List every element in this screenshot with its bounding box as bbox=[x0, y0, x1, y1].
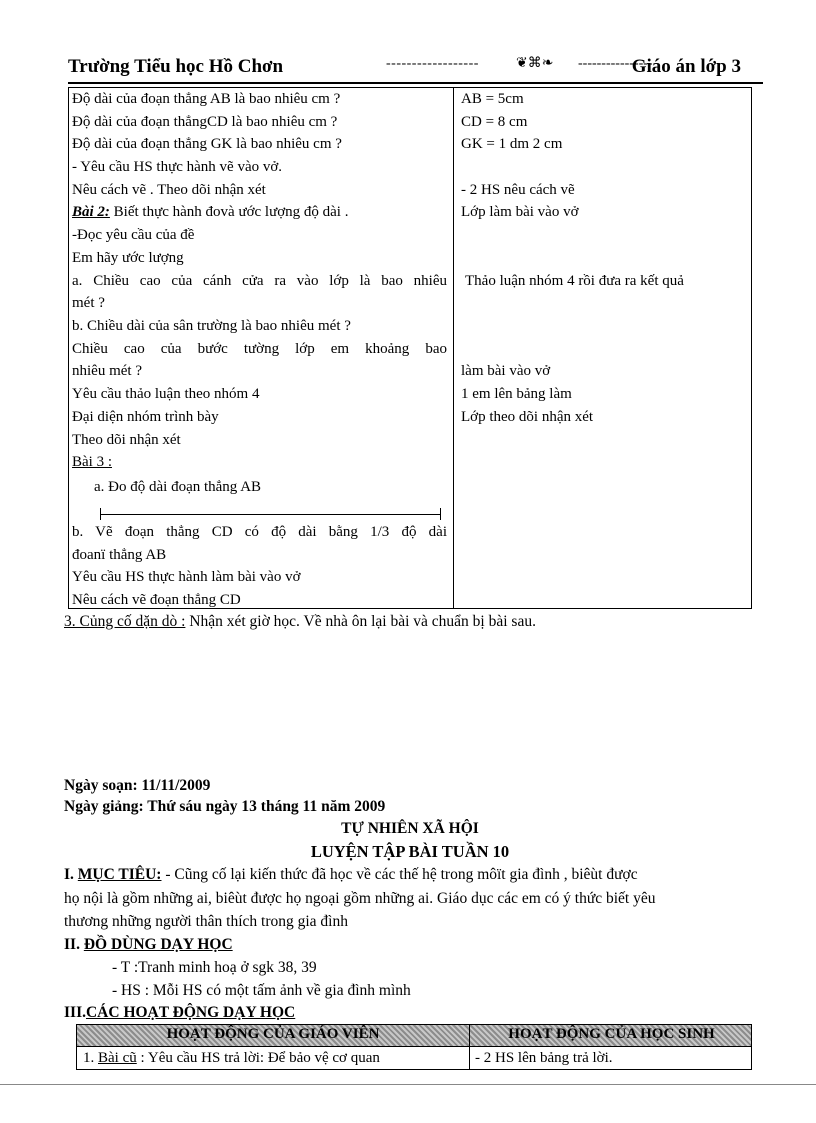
segment-ab-line bbox=[100, 514, 440, 515]
student-line: CD = 8 cm bbox=[461, 114, 528, 130]
teacher-line: mét ? bbox=[72, 295, 105, 311]
do-dung-heading bbox=[64, 935, 233, 954]
header-dashes-right: ---------------- bbox=[578, 56, 653, 71]
hoat-dong-heading bbox=[64, 1003, 295, 1022]
school-name: Trường Tiểu học Hồ Chơn bbox=[68, 56, 284, 77]
student-line: GK = 1 dm 2 cm bbox=[461, 136, 563, 152]
bai2-text: Biết thực hành đovà ước lượng độ dài . bbox=[113, 204, 349, 220]
student-line: 1 em lên bảng làm bbox=[461, 386, 572, 402]
do-dung-num: II. bbox=[64, 936, 84, 953]
table-cell-teacher bbox=[83, 1050, 380, 1067]
student-line: Lớp làm bài vào vở bbox=[461, 204, 579, 220]
cung-co-line bbox=[64, 612, 536, 631]
header-student: HOẠT ĐỘNG CỦA HỌC SINH bbox=[508, 1026, 715, 1042]
teacher-line: Em hãy ước lượng bbox=[72, 250, 184, 266]
muc-tieu-text-2: họ nội là gồm những ai, biêùt được họ ngoại gồm những ai. Giáo dục các em có ý thức biết yêu bbox=[64, 890, 656, 907]
teacher-line: Nêu cách vẽ đoạn thẳng CD bbox=[72, 592, 241, 608]
student-line: - 2 HS nêu cách vẽ bbox=[461, 182, 575, 198]
muc-tieu-text: - Cũng cố lại kiến thức đã học về các thế hệ trong môït gia đình , biêùt được bbox=[161, 866, 638, 883]
hoat-dong-label: CÁC HOẠT ĐỘNG DẠY HỌC bbox=[85, 1004, 296, 1021]
hoat-dong-num: III. bbox=[64, 1004, 86, 1021]
column-divider bbox=[453, 87, 454, 609]
bai3-label: Bài 3 : bbox=[72, 454, 112, 470]
bai2-label: Bài 2: bbox=[72, 204, 110, 220]
teacher-line: - Yêu cầu HS thực hành vẽ vào vở. bbox=[72, 159, 283, 175]
teacher-line: Yêu cầu HS thực hành làm bài vào vở bbox=[72, 569, 301, 585]
muc-tieu-num: I. bbox=[64, 866, 78, 883]
do-dung-item: - T :Tranh minh hoạ ở sgk 38, 39 bbox=[112, 959, 317, 976]
subject-title: TỰ NHIÊN XÃ HỘI bbox=[341, 820, 479, 837]
ornament-icon: ❦⌘❧ bbox=[516, 56, 554, 71]
student-line: Thảo luận nhóm 4 rồi đưa ra kết quả bbox=[465, 273, 684, 289]
segment-tick-a bbox=[100, 508, 101, 520]
student-line: AB = 5cm bbox=[461, 91, 524, 107]
segment-tick-b bbox=[440, 508, 441, 520]
teacher-line: Đại diện nhóm trình bày bbox=[72, 409, 219, 425]
lesson-table-2 bbox=[76, 1024, 752, 1070]
teacher-line: a. Chiều cao của cánh cửa ra vào lớp là bao nhiêu bbox=[72, 273, 447, 289]
page-break-line bbox=[0, 1084, 816, 1085]
muc-tieu-line bbox=[64, 865, 638, 884]
teacher-line: Nêu cách vẽ . Theo dõi nhận xét bbox=[72, 182, 266, 198]
teacher-line: Độ dài của đoạn thẳngCD là bao nhiêu cm ? bbox=[72, 114, 338, 130]
teacher-line: đoanï thẳng AB bbox=[72, 547, 167, 563]
teacher-line: b. Vẽ đoạn thẳng CD có độ dài bằng 1/3 độ dài bbox=[72, 524, 447, 540]
header-teacher: HOẠT ĐỘNG CỦA GIÁO VIÊN bbox=[166, 1026, 380, 1042]
lesson-title: LUYỆN TẬP BÀI TUẦN 10 bbox=[310, 842, 510, 861]
cung-co-label: 3. Củng cố dặn dò : bbox=[64, 613, 186, 630]
teacher-line: -Đọc yêu cầu của đề bbox=[72, 227, 195, 243]
ngay-soan: Ngày soạn: 11/11/2009 bbox=[64, 777, 211, 794]
cung-co-text: Nhận xét giờ học. Về nhà ôn lại bài và chuẩn bị bài sau. bbox=[185, 613, 536, 630]
header-dashes-left: ------------------ bbox=[386, 56, 479, 71]
muc-tieu-label: MỤC TIÊU: bbox=[77, 866, 162, 883]
teacher-line: Chiều cao của bước tường lớp em khoảng bao bbox=[72, 341, 447, 357]
student-line: Lớp theo dõi nhận xét bbox=[461, 409, 594, 425]
bai-cu-label: Bài cũ bbox=[98, 1050, 137, 1066]
teacher-line: a. Đo độ dài đoạn thẳng AB bbox=[94, 479, 262, 495]
row-prefix: 1. bbox=[83, 1050, 98, 1066]
ngay-giang: Ngày giảng: Thứ sáu ngày 13 tháng 11 năm 2009 bbox=[64, 798, 386, 815]
teacher-line: Độ dài của đoạn thẳng AB là bao nhiêu cm ? bbox=[72, 91, 341, 107]
teacher-line-bai2 bbox=[72, 203, 348, 221]
grade-label: Giáo án lớp 3 bbox=[631, 56, 741, 77]
teacher-line: b. Chiều dài của sân trường là bao nhiêu mét ? bbox=[72, 318, 351, 334]
bai-cu-text: : Yêu cầu HS trả lời: Để bảo vệ cơ quan bbox=[136, 1050, 380, 1066]
teacher-line: Theo dõi nhận xét bbox=[72, 432, 181, 448]
teacher-line: Độ dài của đoạn thẳng GK là bao nhiêu cm ? bbox=[72, 136, 342, 152]
muc-tieu-text-3: thương những người thân thích trong gia đình bbox=[64, 913, 348, 930]
do-dung-label: ĐỒ DÙNG DẠY HỌC bbox=[83, 936, 233, 953]
do-dung-item: - HS : Mỗi HS có một tấm ảnh về gia đình mình bbox=[112, 982, 411, 999]
page-header bbox=[68, 52, 763, 84]
teacher-line: Yêu cầu thảo luận theo nhóm 4 bbox=[72, 386, 260, 402]
table-cell-student: - 2 HS lên bảng trả lời. bbox=[475, 1050, 613, 1066]
student-line: làm bài vào vở bbox=[461, 363, 551, 379]
teacher-line: nhiêu mét ? bbox=[72, 363, 142, 379]
